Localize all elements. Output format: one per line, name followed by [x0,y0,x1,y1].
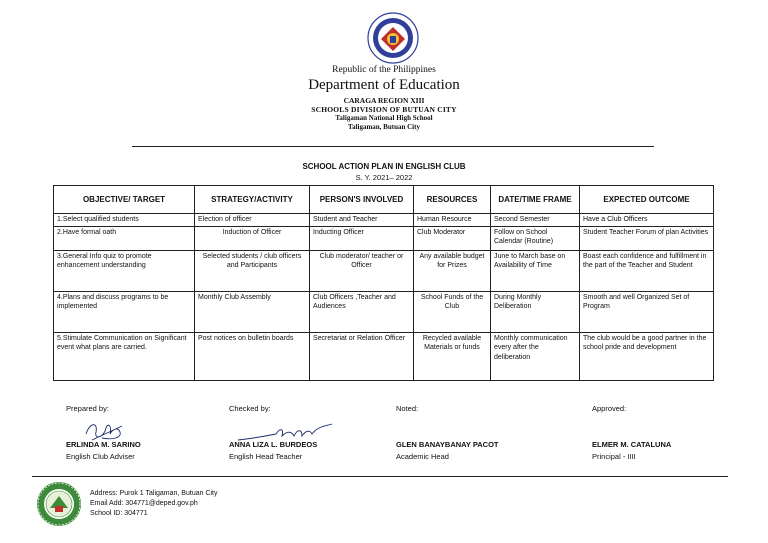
table-cell: 3.General Info quiz to promote enhancement understanding [54,250,195,291]
approved-by-label: Approved: [592,404,627,413]
table-cell: Monthly communication every after the deliberation [491,332,580,380]
column-header: DATE/TIME FRAME [491,186,580,214]
header-divider [132,146,654,147]
column-header: PERSON'S INVOLVED [310,186,414,214]
table-cell: Induction of Officer [195,226,310,250]
table-cell: The club would be a good partner in the school pride and development [580,332,714,380]
footer-divider [32,476,728,477]
table-header-row [54,186,714,214]
table-cell: Have a Club Officers [580,214,714,227]
table-cell: Club moderator/ teacher or Officer [310,250,414,291]
checker-title: English Head Teacher [229,452,303,461]
table-row [54,291,714,332]
table-cell: During Monthly Deliberation [491,291,580,332]
approver-name: ELMER M. CATALUNA [592,440,672,449]
table-cell: Student Teacher Forum of plan Activities [580,226,714,250]
footer-email: Email Add: 304771@deped.gov.ph [90,500,198,507]
table-row [54,332,714,380]
column-header: EXPECTED OUTCOME [580,186,714,214]
deped-seal-icon [367,12,419,64]
table-cell: 5.Stimulate Communication on Significant event what plans are carried. [54,332,195,380]
table-cell: Human Resource [414,214,491,227]
table-row [54,226,714,250]
preparer-name: ERLINDA M. SARINO [66,440,141,449]
table-cell: Club Officers ,Teacher and Audiences [310,291,414,332]
department-title: Department of Education [308,77,460,93]
table-cell: 2.Have formal oath [54,226,195,250]
table-cell: June to March base on Availability of Time [491,250,580,291]
noter-name: GLEN BANAYBANAY PACOT [396,440,499,449]
table-cell: Post notices on bulletin boards [195,332,310,380]
table-row [54,250,714,291]
school-logo-icon [36,481,82,527]
table-cell: Smooth and well Organized Set of Program [580,291,714,332]
table-cell: Election of officer [195,214,310,227]
column-header: STRATEGY/ACTIVITY [195,186,310,214]
table-cell: Recycled available Materials or funds [414,332,491,380]
checked-by-label: Checked by: [229,404,271,413]
table-cell: 4.Plans and discuss programs to be implemented [54,291,195,332]
table-cell: Selected students / club officers and Participants [195,250,310,291]
table-cell: School Funds of the Club [414,291,491,332]
table-row [54,214,714,227]
table-cell: Club Moderator [414,226,491,250]
region-line: CARAGA REGION XIII [343,96,425,105]
table-cell: Follow on School Calendar (Routine) [491,226,580,250]
column-header: OBJECTIVE/ TARGET [54,186,195,214]
table-cell: Boast each confidence and fulfillment in the part of the Teacher and Student [580,250,714,291]
noted-by-label: Noted: [396,404,419,413]
school-city: Taligaman, Butuan City [348,123,420,131]
checker-name: ANNA LIZA L. BURDEOS [229,440,318,449]
division-line: SCHOOLS DIVISION OF BUTUAN CITY [311,105,457,114]
table-cell: Student and Teacher [310,214,414,227]
table-cell: Monthly Club Assembly [195,291,310,332]
approver-title: Principal - IIII [592,452,636,461]
school-name: Taligaman National High School [335,114,433,122]
republic-line: Republic of the Philippines [332,65,436,75]
table-cell: Second Semester [491,214,580,227]
school-year: S. Y. 2021– 2022 [355,173,413,182]
table-cell: Inducting Officer [310,226,414,250]
footer-address: Address: Purok 1 Taligaman, Butuan City [90,490,218,497]
action-plan-table [53,185,714,381]
footer-school-id: School ID: 304771 [90,510,148,517]
table-cell: 1.Select qualified students [54,214,195,227]
table-cell: Any available budget for Prizes [414,250,491,291]
preparer-title: English Club Adviser [66,452,135,461]
plan-title: SCHOOL ACTION PLAN IN ENGLISH CLUB [302,162,466,171]
column-header: RESOURCES [414,186,491,214]
table-cell: Secretariat or Relation Officer [310,332,414,380]
prepared-by-label: Prepared by: [66,404,109,413]
noter-title: Academic Head [396,452,449,461]
